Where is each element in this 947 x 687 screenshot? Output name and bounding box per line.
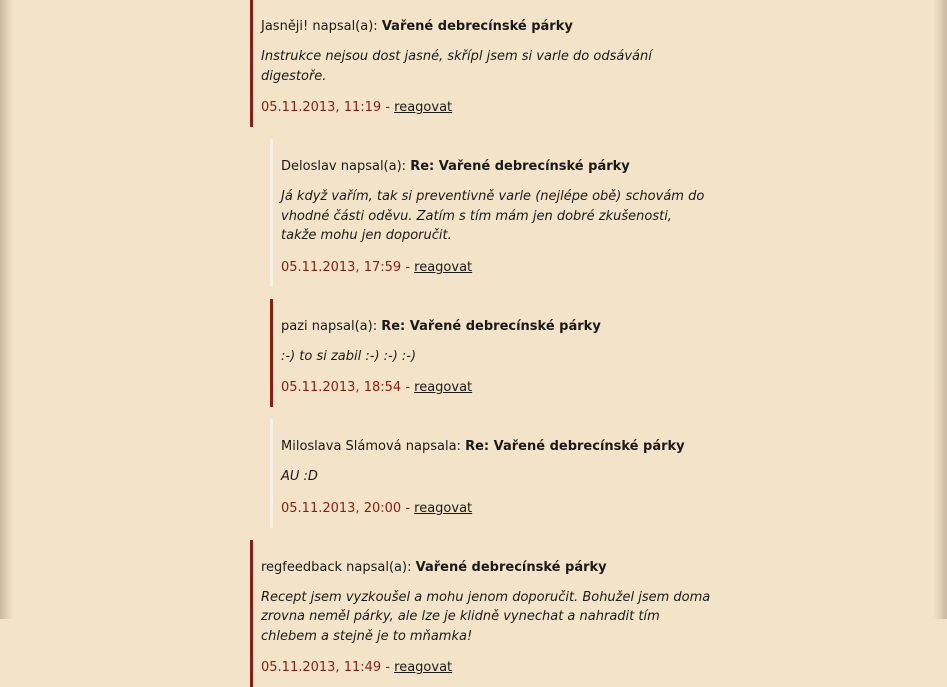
comment: [250, 0, 740, 127]
comment-text-line: zrovna neměl párky, ale lze je klidně vynechat a nahradit tím: [261, 607, 740, 627]
comment-meta: [261, 98, 740, 118]
comment-text-line: vhodné části oděvu. Zatím s tím mám jen dobré zkušenosti,: [281, 207, 740, 227]
comment-title: Re: Vařené debrecínské párky: [381, 319, 601, 334]
comment-header: [281, 157, 740, 177]
comment-text-line: Recept jsem vyzkoušel a mohu jenom doporučit. Bohužel jsem doma: [261, 588, 740, 608]
comment-text: [261, 588, 740, 647]
page-edge-right: [933, 0, 947, 619]
comment-text: [281, 187, 740, 246]
comment-text-line: AU :D: [281, 467, 740, 487]
page-edge-left: [0, 0, 14, 619]
meta-separator: -: [385, 660, 390, 675]
comment-header: [261, 17, 740, 37]
comment-reply: [270, 139, 740, 287]
comment-author: regfeedback napsal(a):: [261, 560, 411, 575]
meta-separator: -: [405, 380, 410, 395]
comment-text-line: Já když vařím, tak si preventivně varle (nejlépe obě) schovám do: [281, 187, 740, 207]
meta-separator: -: [385, 100, 390, 115]
comment-title: Vařené debrecínské párky: [382, 19, 573, 34]
comment-date: 05.11.2013, 17:59: [281, 260, 401, 275]
comment-author: Jasněji! napsal(a):: [261, 19, 378, 34]
comment-text-line: chlebem a stejně je to mňamka!: [261, 627, 740, 647]
reply-link[interactable]: reagovat: [414, 260, 472, 275]
comment-text: [281, 347, 740, 367]
meta-separator: -: [405, 260, 410, 275]
comment-meta: [281, 499, 740, 519]
comment-text: [281, 467, 740, 487]
comment-author: pazi napsal(a):: [281, 319, 377, 334]
reply-link[interactable]: reagovat: [414, 501, 472, 516]
comment-reply: [270, 299, 740, 408]
comment-meta: [261, 658, 740, 678]
comment-header: [261, 558, 740, 578]
comment-text-line: :-) to si zabil :-) :-) :-): [281, 347, 740, 367]
comment-title: Re: Vařené debrecínské párky: [465, 439, 685, 454]
comment-author: Miloslava Slámová napsala:: [281, 439, 461, 454]
comment-meta: [281, 258, 740, 278]
comment-meta: [281, 378, 740, 398]
comment-header: [281, 317, 740, 337]
comment-thread: [250, 0, 740, 687]
comment-date: 05.11.2013, 11:49: [261, 660, 381, 675]
comment: [250, 540, 740, 687]
meta-separator: -: [405, 501, 410, 516]
reply-link[interactable]: reagovat: [394, 100, 452, 115]
comment-text-line: digestoře.: [261, 67, 740, 87]
comment-date: 05.11.2013, 11:19: [261, 100, 381, 115]
comment-text: [261, 47, 740, 86]
comment-text-line: takže mohu jen doporučit.: [281, 226, 740, 246]
comment-title: Re: Vařené debrecínské párky: [410, 159, 630, 174]
comment-date: 05.11.2013, 18:54: [281, 380, 401, 395]
reply-link[interactable]: reagovat: [394, 660, 452, 675]
comment-title: Vařené debrecínské párky: [416, 560, 607, 575]
comment-header: [281, 437, 740, 457]
comment-text-line: Instrukce nejsou dost jasné, skřípl jsem si varle do odsávání: [261, 47, 740, 67]
comment-author: Deloslav napsal(a):: [281, 159, 406, 174]
reply-link[interactable]: reagovat: [414, 380, 472, 395]
comment-reply: [270, 419, 740, 528]
comment-date: 05.11.2013, 20:00: [281, 501, 401, 516]
